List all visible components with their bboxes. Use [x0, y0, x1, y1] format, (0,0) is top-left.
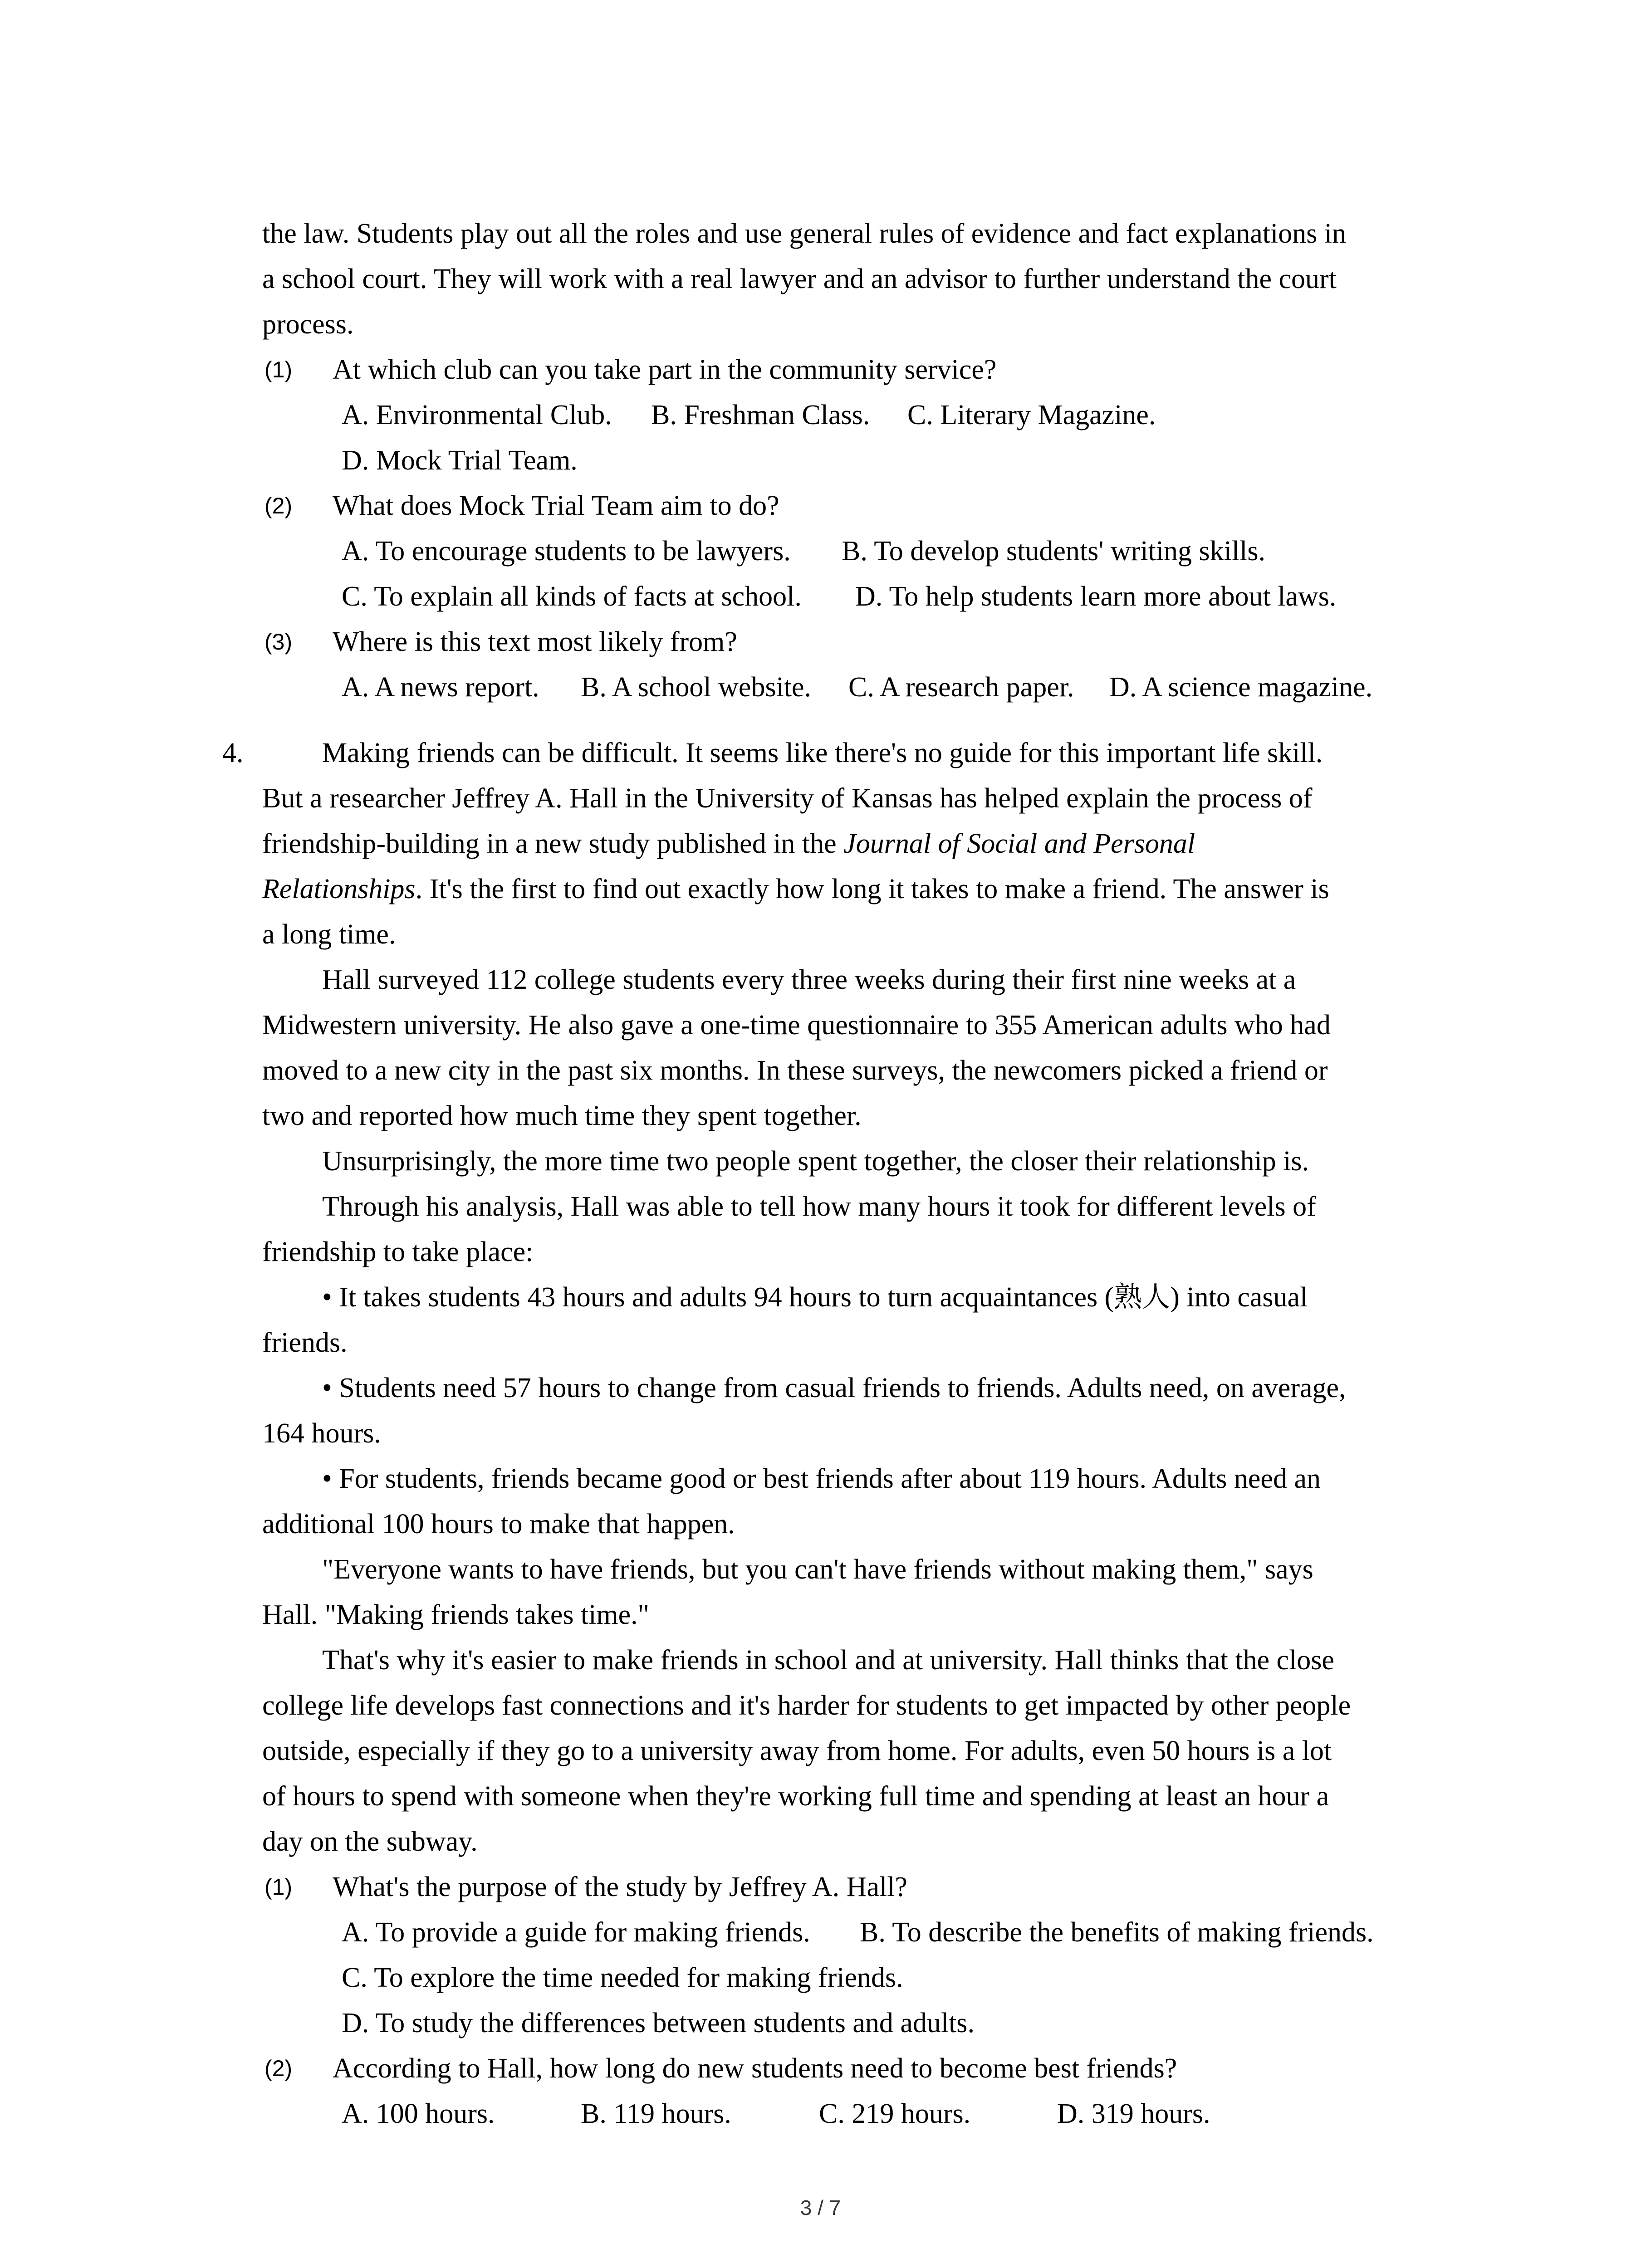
- bullet-line: • Students need 57 hours to change from casual friends to friends. Adults need, on average,: [322, 1373, 1346, 1403]
- passage-line: Midwestern university. He also gave a one-time questionnaire to 355 American adults who had: [262, 1010, 1331, 1041]
- passage-line: But a researcher Jeffrey A. Hall in the University of Kansas has helped explain the process of: [262, 783, 1313, 814]
- question-number: (2): [265, 493, 293, 518]
- passage-line: college life develops fast connections and it's harder for students to get impacted by other people: [262, 1690, 1351, 1721]
- passage-line: friendship to take place:: [262, 1237, 534, 1267]
- option-c: C. Literary Magazine.: [907, 400, 1156, 430]
- option-b: B. 119 hours.: [581, 2098, 731, 2129]
- option-a: A. 100 hours.: [342, 2098, 495, 2129]
- question-text: At which club can you take part in the community service?: [333, 354, 997, 385]
- passage-line: the law. Students play out all the roles and use general rules of evidence and fact explanations in: [262, 218, 1347, 249]
- question-text: What's the purpose of the study by Jeffrey A. Hall?: [333, 1872, 907, 1902]
- passage-line: "Everyone wants to have friends, but you can't have friends without making them," says: [322, 1554, 1313, 1585]
- question-text: Where is this text most likely from?: [333, 626, 737, 657]
- passage-line: That's why it's easier to make friends in school and at university. Hall thinks that the close: [322, 1645, 1334, 1676]
- bullet-line: • It takes students 43 hours and adults 94 hours to turn acquaintances (熟人) into casual: [322, 1282, 1308, 1313]
- option-d: D. To help students learn more about laws.: [855, 581, 1337, 612]
- question-number: (3): [265, 629, 293, 655]
- bullet-line: 164 hours.: [262, 1418, 381, 1449]
- option-b: B. Freshman Class.: [651, 400, 870, 430]
- question-number: (1): [265, 1874, 293, 1900]
- option-b: B. To develop students' writing skills.: [842, 536, 1265, 567]
- option-a: A. Environmental Club.: [342, 400, 612, 430]
- option-a: A. To provide a guide for making friends.: [342, 1917, 810, 1948]
- passage-line: Through his analysis, Hall was able to tell how many hours it took for different levels of: [322, 1191, 1316, 1222]
- passage-number: 4.: [222, 738, 244, 768]
- option-c: C. To explore the time needed for making friends.: [342, 1962, 903, 1993]
- passage-line: Unsurprisingly, the more time two people spent together, the closer their relationship is.: [322, 1146, 1309, 1177]
- question-text: According to Hall, how long do new students need to become best friends?: [333, 2053, 1177, 2084]
- option-a: A. A news report.: [342, 672, 539, 703]
- question-number: (2): [265, 2056, 293, 2081]
- passage-line: Making friends can be difficult. It seems like there's no guide for this important life skill.: [322, 738, 1323, 768]
- bullet-line: friends.: [262, 1327, 348, 1358]
- option-d: D. A science magazine.: [1109, 672, 1373, 703]
- option-a: A. To encourage students to be lawyers.: [342, 536, 791, 567]
- option-b: B. To describe the benefits of making friends.: [860, 1917, 1374, 1948]
- passage-line: a long time.: [262, 919, 396, 950]
- passage-line: Hall. "Making friends takes time.": [262, 1599, 649, 1630]
- passage-line: Relationships. It's the first to find out exactly how long it takes to make a friend. The answer is: [262, 874, 1329, 904]
- option-d: D. To study the differences between students and adults.: [342, 2008, 975, 2038]
- option-c: C. 219 hours.: [819, 2098, 971, 2129]
- bullet-line: • For students, friends became good or best friends after about 119 hours. Adults need an: [322, 1463, 1321, 1494]
- passage-line: process.: [262, 309, 354, 340]
- passage-line: a school court. They will work with a real lawyer and an advisor to further understand the court: [262, 264, 1337, 294]
- passage-line: day on the subway.: [262, 1826, 478, 1857]
- passage-line: friendship-building in a new study published in the Journal of Social and Personal: [262, 828, 1195, 859]
- bullet-line: additional 100 hours to make that happen.: [262, 1509, 735, 1540]
- passage-line: of hours to spend with someone when they're working full time and spending at least an hour a: [262, 1781, 1329, 1812]
- passage-line: moved to a new city in the past six months. In these surveys, the newcomers picked a friend or: [262, 1055, 1328, 1086]
- passage-line: Hall surveyed 112 college students every three weeks during their first nine weeks at a: [322, 964, 1296, 995]
- option-c: C. A research paper.: [848, 672, 1074, 703]
- question-text: What does Mock Trial Team aim to do?: [333, 490, 779, 521]
- passage-line: outside, especially if they go to a university away from home. For adults, even 50 hours is a lot: [262, 1735, 1332, 1766]
- question-number: (1): [265, 357, 293, 382]
- page-number: 3 / 7: [800, 2196, 841, 2219]
- option-d: D. Mock Trial Team.: [342, 445, 578, 476]
- journal-title: Journal of Social and Personal: [843, 828, 1195, 859]
- journal-title: Relationships: [262, 874, 416, 904]
- passage-line: two and reported how much time they spent together.: [262, 1100, 862, 1131]
- option-c: C. To explain all kinds of facts at school.: [342, 581, 802, 612]
- option-d: D. 319 hours.: [1057, 2098, 1210, 2129]
- option-b: B. A school website.: [581, 672, 812, 703]
